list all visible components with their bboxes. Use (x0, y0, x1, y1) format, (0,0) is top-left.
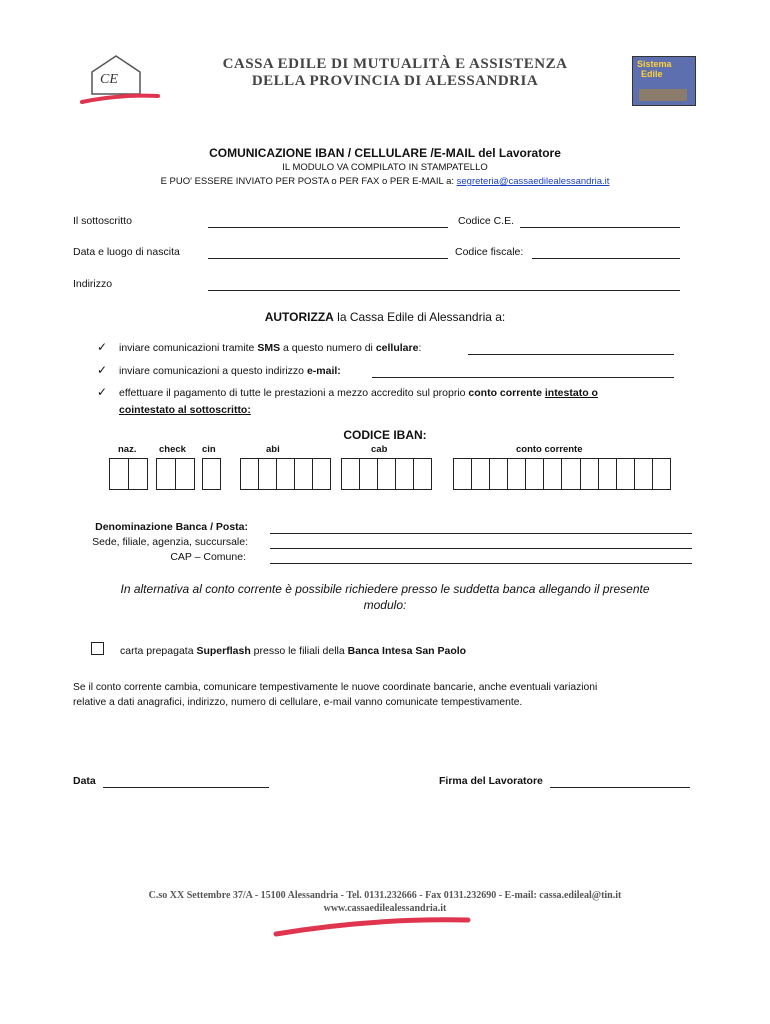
red-brush-stroke-footer (272, 914, 472, 940)
checkmark-icon: ✓ (97, 385, 108, 399)
autorizza-item-sms (119, 342, 421, 354)
cassa-edile-logo (92, 60, 140, 92)
badge-line2: Edile (641, 69, 663, 79)
label-sede-filiale: Sede, filiale, agenzia, succursale: (92, 536, 248, 548)
footer-website: www.cassaedilealessandria.it (323, 903, 447, 914)
form-subtitle-1: IL MODULO VA COMPILATO IN STAMPATELLO (282, 162, 488, 173)
item1-text-sms: SMS (257, 342, 281, 354)
autorizza-bold: AUTORIZZA (264, 310, 334, 324)
item1-text-c: a questo numero di (280, 342, 376, 354)
indirizzo-field[interactable] (208, 290, 680, 291)
label-codice-ce: Codice C.E. (458, 215, 515, 227)
sottoscritto-field[interactable] (208, 227, 448, 228)
note-line2: relative a dati anagrafici, indirizzo, numero di cellulare, e-mail vanno comunicate tempestivamente. (73, 697, 523, 708)
data-luogo-field[interactable] (208, 258, 448, 259)
label-data: Data (73, 775, 96, 787)
checkmark-icon: ✓ (97, 340, 108, 354)
carta-text-c: presso le filiali della (250, 645, 348, 657)
header-title-line2: DELLA PROVINCIA DI ALESSANDRIA (251, 73, 539, 89)
sede-filiale-field[interactable] (270, 548, 692, 549)
autorizza-item-conto (119, 387, 679, 399)
footer-address: C.so XX Settembre 37/A - 15100 Alessandria - Tel. 0131.232666 - Fax 0131.232690 - E-mail: cassa.edileal@tin.it (148, 890, 622, 901)
header-title-line1: CASSA EDILE DI MUTUALITÀ E ASSISTENZA (222, 56, 568, 72)
denominazione-banca-field[interactable] (270, 533, 692, 534)
cap-comune-field[interactable] (270, 563, 692, 564)
autorizza-rest: la Cassa Edile di Alessandria a: (333, 310, 506, 324)
iban-check-boxes[interactable] (156, 458, 195, 490)
label-codice-fiscale: Codice fiscale: (455, 246, 524, 258)
label-firma: Firma del Lavoratore (439, 775, 543, 787)
segreteria-email-link[interactable]: segreteria@cassaedilealessandria.it (456, 176, 610, 187)
codice-ce-field[interactable] (520, 227, 680, 228)
note-line1: Se il conto corrente cambia, comunicare tempestivamente le nuove coordinate bancarie, anche eventuali variazioni (73, 682, 598, 693)
autorizza-heading (0, 310, 770, 324)
superflash-option-text (120, 645, 466, 657)
iban-label-conto: conto corrente (516, 444, 583, 455)
iban-label-naz: naz. (118, 444, 137, 455)
checkmark-icon: ✓ (97, 363, 108, 377)
item3-text-a: effettuare il pagamento di tutte le prestazioni a mezzo accredito sul proprio (119, 387, 469, 399)
item1-text-cellulare: cellulare (375, 342, 419, 354)
form-subtitle-2-text: E PUO' ESSERE INVIATO PER POSTA o PER FAX o PER E-MAIL a: (160, 176, 457, 187)
superflash-checkbox[interactable] (91, 642, 104, 655)
item2-text-a: inviare comunicazioni a questo indirizzo (119, 365, 307, 377)
form-subtitle-2 (0, 176, 770, 187)
codice-fiscale-field[interactable] (532, 258, 680, 259)
alternativa-line2: modulo: (363, 598, 407, 612)
logo-text: CE (100, 72, 118, 87)
iban-abi-boxes[interactable] (240, 458, 331, 490)
iban-label-cab: cab (371, 444, 388, 455)
iban-cab-boxes[interactable] (341, 458, 432, 490)
carta-text-banca: Banca Intesa San Paolo (347, 645, 467, 657)
item2-text-email: e-mail: (306, 365, 341, 377)
cellulare-field[interactable] (468, 354, 674, 355)
label-sottoscritto: Il sottoscritto (73, 215, 132, 227)
alternativa-line1: In alternativa al conto corrente è possibile richiedere presso le suddetta banca allegando il presente (120, 582, 650, 596)
item1-text-a: inviare comunicazioni tramite (119, 342, 258, 354)
label-denominazione-banca: Denominazione Banca / Posta: (95, 521, 248, 533)
iban-conto-boxes[interactable] (453, 458, 671, 490)
badge-line1: Sistema (637, 59, 672, 69)
label-data-luogo: Data e luogo di nascita (73, 246, 180, 258)
iban-label-check: check (159, 444, 186, 455)
item3-text-intestato: intestato o (544, 387, 598, 399)
item1-text-e: : (418, 342, 422, 354)
form-title-bold: COMUNICAZIONE IBAN / CELLULARE /E-MAIL (209, 146, 475, 160)
carta-text-a: carta prepagata (120, 645, 197, 657)
form-title-rest: del Lavoratore (474, 146, 561, 160)
iban-cin-box[interactable] (202, 458, 221, 490)
red-brush-stroke-top (80, 92, 160, 106)
email-field[interactable] (372, 377, 674, 378)
iban-label-cin: cin (202, 444, 216, 455)
item3-text-conto: conto corrente (468, 387, 542, 399)
label-cap-comune: CAP – Comune: (170, 551, 246, 563)
item3-text-cointestato: cointestato al sottoscritto: (119, 404, 251, 416)
iban-label-abi: abi (266, 444, 280, 455)
iban-title: CODICE IBAN: (343, 428, 427, 442)
label-indirizzo: Indirizzo (73, 278, 113, 290)
autorizza-item-conto-line2 (119, 404, 251, 416)
autorizza-item-email (119, 365, 341, 377)
iban-naz-boxes[interactable] (109, 458, 148, 490)
data-field[interactable] (103, 787, 269, 788)
sistema-edile-badge (632, 56, 696, 106)
firma-field[interactable] (550, 787, 690, 788)
carta-text-superflash: Superflash (196, 645, 251, 657)
form-title (0, 146, 770, 160)
